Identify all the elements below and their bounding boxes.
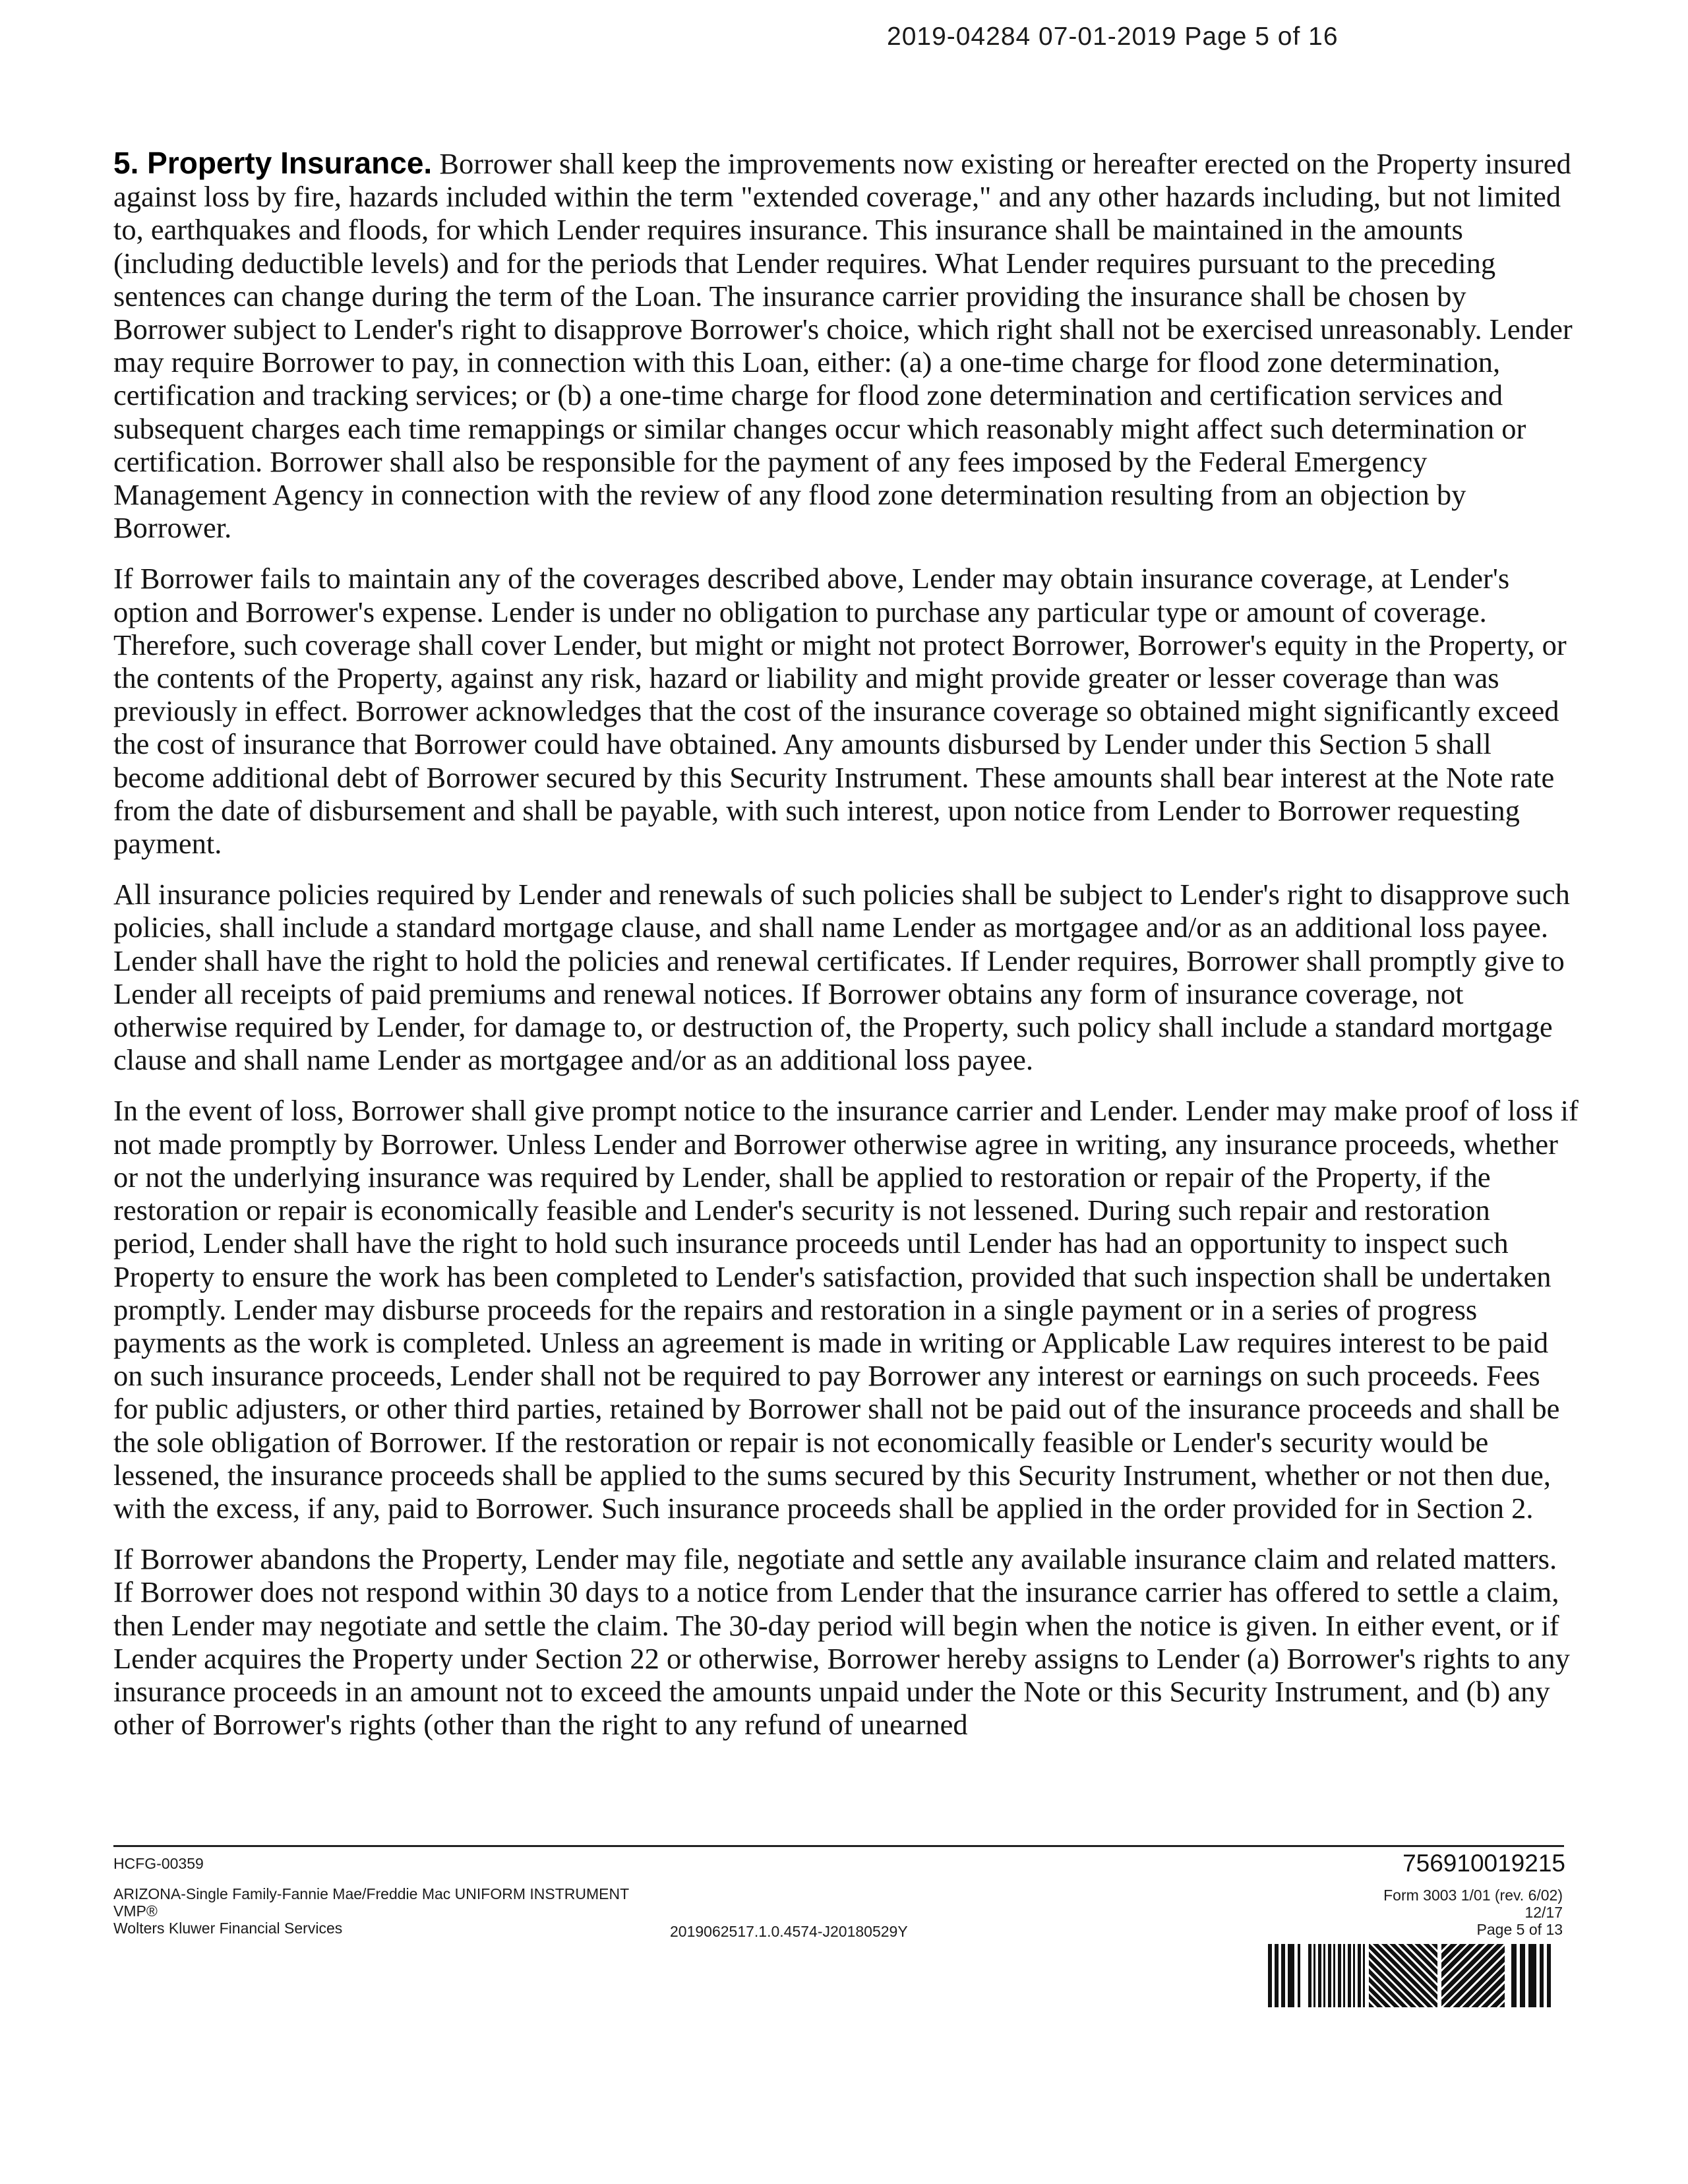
footer-form-title: ARIZONA-Single Family-Fannie Mae/Freddie Mac UNIFORM INSTRUMENT bbox=[113, 1885, 630, 1902]
footer-doc-code: HCFG-00359 bbox=[113, 1855, 204, 1872]
footer-batch-id: 2019062517.1.0.4574-J20180529Y bbox=[670, 1923, 908, 1940]
recording-stamp: 2019-04284 07-01-2019 Page 5 of 16 bbox=[887, 22, 1339, 51]
paragraph: In the event of loss, Borrower shall give prompt notice to the insurance carrier and Lender. Lender may make proof of loss if not made promptly by Borrower. Unless Lender and Borrower otherwise agree in writing, any insurance proceeds, whether or not the underlying insurance was required by Lender, shall be applied to restoration or repair of the Property, if the restoration or repair is economically feasible and Lender's security is not lessened. During such repair and restoration period, Lender shall have the right to hold such insurance proceeds until Lender has had an opportunity to inspect such Property to ensure the work has been completed to Lender's satisfaction, provided that such inspection shall be undertaken promptly. Lender may disburse proceeds for the repairs and restoration in a single payment or in a series of progress payments as the work is completed. Unless an agreement is made in writing or Applicable Law requires interest to be paid on such insurance proceeds, Lender shall not be required to pay Borrower any interest or earnings on such proceeds. Fees for public adjusters, or other third parties, retained by Borrower shall not be paid out of the insurance proceeds and shall be the sole obligation of Borrower. If the restoration or repair is not economically feasible or Lender's security would be lessened, the insurance proceeds shall be applied to the sums secured by this Security Instrument, whether or not then due, with the excess, if any, paid to Borrower. Such insurance proceeds shall be applied in the order provided for in Section 2. bbox=[113, 1094, 1579, 1525]
form-number: Form 3003 1/01 (rev. 6/02) bbox=[1383, 1887, 1563, 1904]
document-body bbox=[113, 146, 1579, 1759]
paragraph: If Borrower abandons the Property, Lender may file, negotiate and settle any available insurance claim and related matters. If Borrower does not respond within 30 days to a notice from Lender that the insurance carrier has offered to settle a claim, then Lender may negotiate and settle the claim. The 30-day period will begin when the notice is given. In either event, or if Lender acquires the Property under Section 22 or otherwise, Borrower hereby assigns to Lender (a) Borrower's rights to any insurance proceeds in an amount not to exceed the amounts unpaid under the Note or this Security Instrument, and (b) any other of Borrower's rights (other than the right to any refund of unearned bbox=[113, 1542, 1570, 1742]
barcode bbox=[1268, 1944, 1565, 2007]
paragraph bbox=[113, 146, 1579, 544]
paragraph-text: Borrower shall keep the improvements now existing or hereafter erected on the Property insured against loss by fire, hazards included within the term "extended coverage," and any other hazards including, but not limited to, earthquakes and floods, for which Lender requires insurance. This insurance shall be maintained in the amounts (including deductible levels) and for the periods that Lender requires. What Lender requires pursuant to the preceding sentences can change during the term of the Loan. The insurance carrier providing the insurance shall be chosen by Borrower subject to Lender's right to disapprove Borrower's choice, which right shall not be exercised unreasonably. Lender may require Borrower to pay, in connection with this Loan, either: (a) a one-time charge for flood zone determination, certification and tracking services; or (b) a one-time charge for flood zone determination and certification services and subsequent charges each time remappings or similar changes occur which reasonably might affect such determination or certification. Borrower shall also be responsible for the payment of any fees imposed by the Federal Emergency Management Agency in connection with the review of any flood zone determination resulting from an objection by Borrower. bbox=[113, 147, 1573, 545]
paragraph: All insurance policies required by Lender and renewals of such policies shall be subject to Lender's right to disapprove such policies, shall include a standard mortgage clause, and shall name Lender as mortgagee and/or as an additional loss payee. Lender shall have the right to hold the policies and renewal certificates. If Lender requires, Borrower shall promptly give to Lender all receipts of paid premiums and renewal notices. If Borrower obtains any form of insurance coverage, not otherwise required by Lender, for damage to, or destruction of, the Property, such policy shall include a standard mortgage clause and shall name Lender as mortgagee and/or as an additional loss payee. bbox=[113, 878, 1570, 1077]
loan-number: 756910019215 bbox=[1402, 1850, 1565, 1877]
footer-page-number: Page 5 of 13 bbox=[1476, 1921, 1563, 1938]
form-revision: 12/17 bbox=[1524, 1904, 1563, 1921]
footer-divider bbox=[113, 1845, 1564, 1847]
paragraph: If Borrower fails to maintain any of the coverages described above, Lender may obtain insurance coverage, at Lender's option and Borrower's expense. Lender is under no obligation to purchase any particular type or amount of coverage. Therefore, such coverage shall cover Lender, but might or might not protect Borrower, Borrower's equity in the Property, or the contents of the Property, against any risk, hazard or liability and might provide greater or lesser coverage than was previously in effect. Borrower acknowledges that the cost of the insurance coverage so obtained might significantly exceed the cost of insurance that Borrower could have obtained. Any amounts disbursed by Lender under this Section 5 shall become additional debt of Borrower secured by this Security Instrument. These amounts shall bear interest at the Note rate from the date of disbursement and shall be payable, with such interest, upon notice from Lender to Borrower requesting payment. bbox=[113, 562, 1567, 861]
section-heading: 5. Property Insurance. bbox=[113, 146, 433, 180]
footer-publisher: Wolters Kluwer Financial Services bbox=[113, 1920, 343, 1937]
footer-vmp: VMP® bbox=[113, 1902, 158, 1920]
